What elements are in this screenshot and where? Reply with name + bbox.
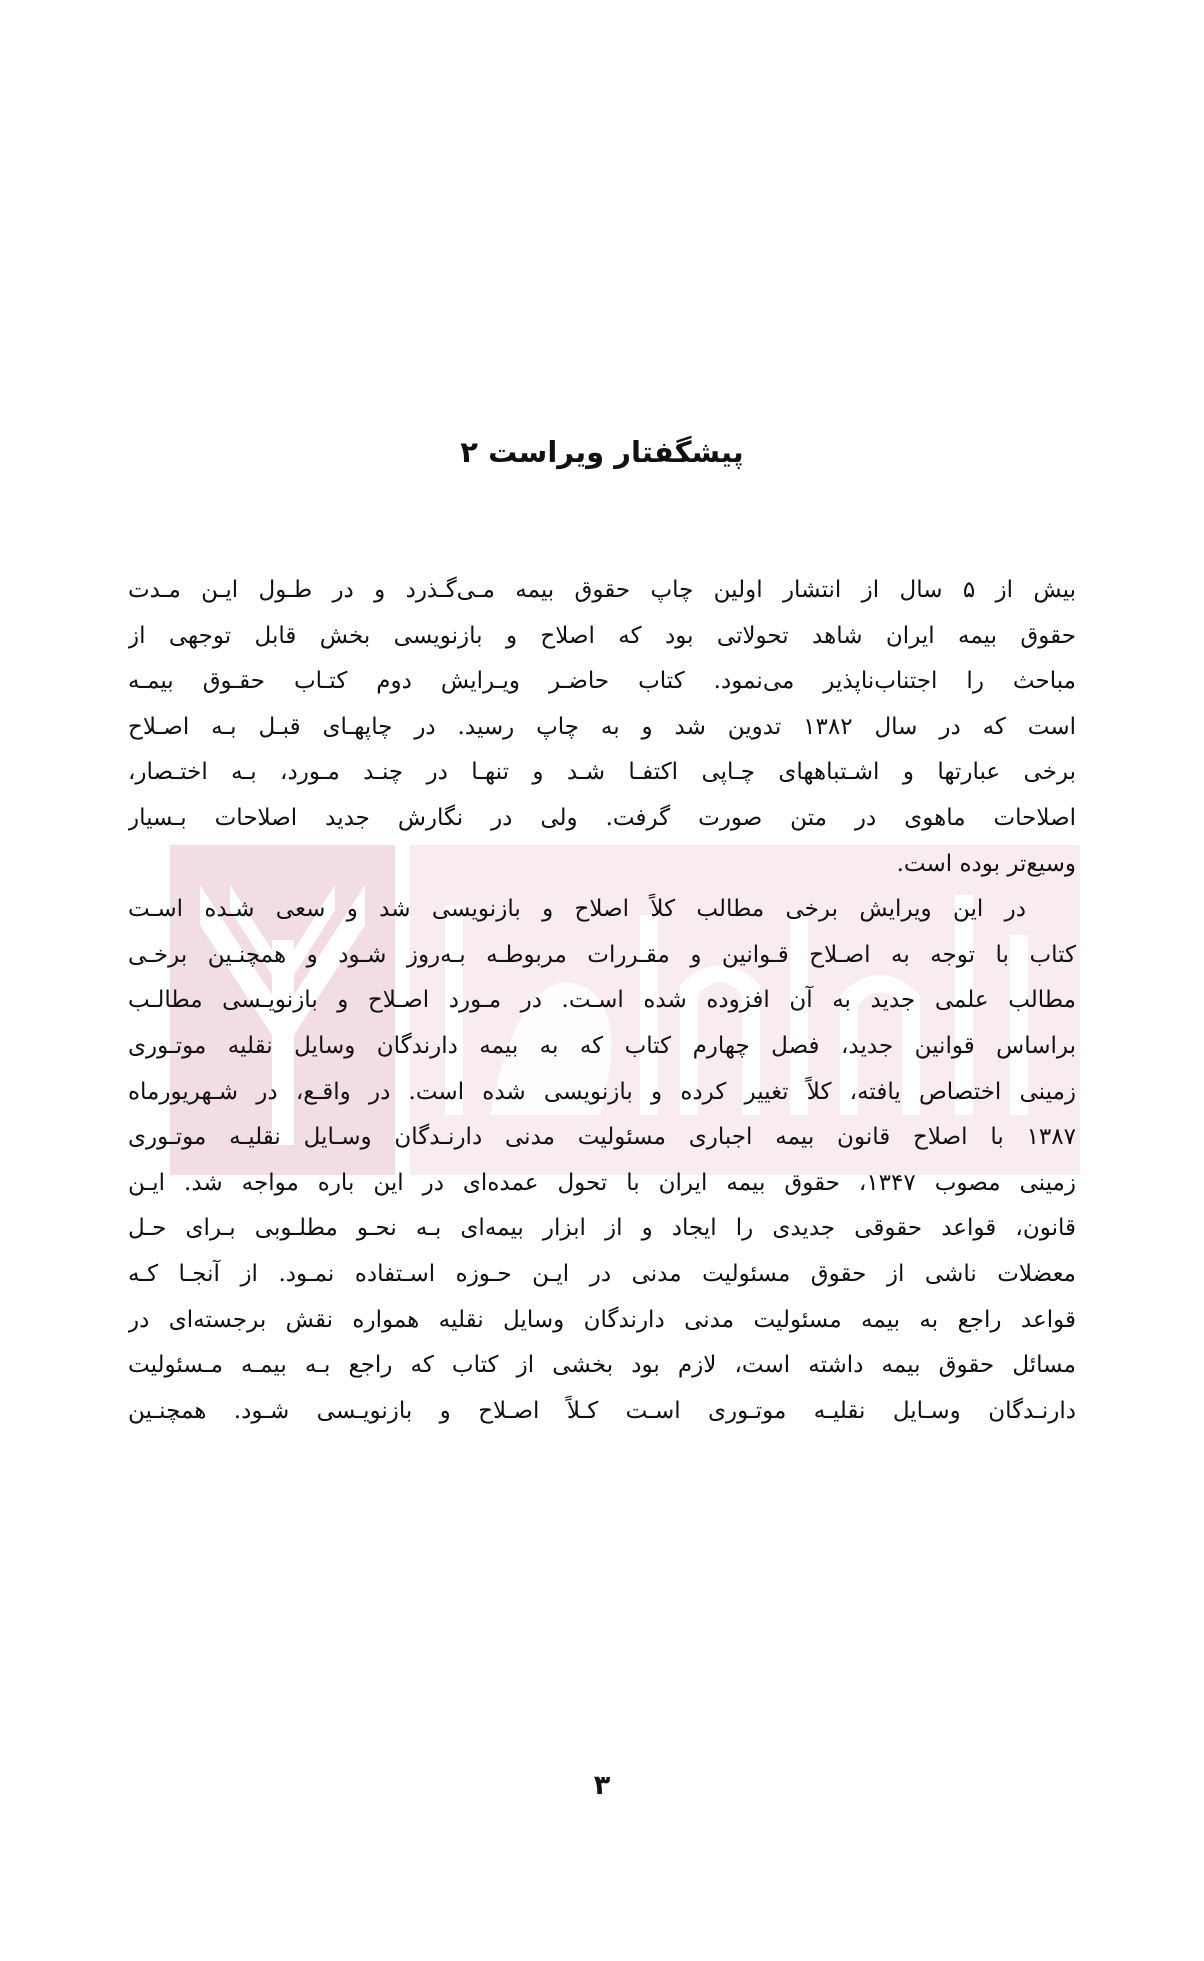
text-line: کتاب با توجه به اصـلاح قـوانین و مقـررات مربوطـه بـه‌روز شـود و همچنـین برخـی xyxy=(128,941,1076,968)
text-line: زمینی مصوب ۱۳۴۷، حقوق بیمه ایران با تحول عمده‌ای در این باره مواجه شد. ایـن xyxy=(128,1169,1076,1196)
text-line: است که در سال ۱۳۸۲ تدوین شد و به چاپ رسید. در چاپهـای قبـل بـه اصـلاح xyxy=(128,713,1076,740)
page-number: ۳ xyxy=(593,1770,611,1801)
text-line: مباحث را اجتناب‌ناپذیر می‌نمود. کتاب حاضـر ویـرایش دوم کتـاب حقـوق بیمـه xyxy=(128,668,1076,695)
text-line: براساس قوانین جدید، فصل چهارم کتاب که به بیمه دارندگان وسایل نقلیه موتـوری xyxy=(128,1032,1076,1059)
text-line: مطالب علمی جدید به آن افزوده شده اسـت. در مـورد اصـلاح و بازنویـسی مطالـب xyxy=(128,987,1076,1014)
text-line: قانون، قواعد حقوقی جدیدی را ایجاد و از ابزار بیمه‌ای بـه نحـو مطلـوبی بـرای حـل xyxy=(128,1215,1076,1242)
page-title: پیشگفتار ویراست ۲ xyxy=(460,435,744,469)
body-text xyxy=(128,568,1076,1434)
text-line: معضلات ناشی از حقوق مسئولیت مدنی در ایـن حـوزه اسـتفاده نمـود. از آنجـا کـه xyxy=(128,1260,1076,1287)
text-line: بیش از ۵ سال از انتشار اولین چاپ حقوق بیمه مـی‌گـذرد و در طـول ایـن مـدت xyxy=(128,577,1076,603)
text-line: ۱۳۸۷ با اصلاح قانون بیمه اجباری مسئولیت مدنی دارنـدگان وسـایل نقلیـه موتـوری xyxy=(128,1124,1076,1151)
text-line: اصلاحات ماهوی در متن صورت گرفت. ولی در نگارش جدید اصلاحات بـسیار xyxy=(128,804,1076,831)
text-line: زمینی اختصاص یافته، کلاً تغییر کرده و بازنویسی شده است. در واقـع، در شـهریورماه xyxy=(128,1078,1076,1105)
text-line: وسیع‌تر بوده است. xyxy=(896,850,1076,877)
text-line: مسائل حقوق بیمه داشته است، لازم بود بخشی از کتاب که راجع بـه بیمـه مـسئولیت xyxy=(128,1352,1076,1379)
text-line: حقوق بیمه ایران شاهد تحولاتی بود که اصلاح و بازنویسی بخش قابل توجهی از xyxy=(128,622,1076,649)
text-line: برخی عبارتها و اشـتباههای چـاپی اکتفـا شـد و تنهـا در چنـد مـورد، بـه اختـصار، xyxy=(128,759,1076,786)
text-line: قواعد راجع به بیمه مسئولیت مدنی دارندگان وسایل نقلیه همواره نقش برجسته‌ای در xyxy=(128,1306,1076,1333)
text-line: دارنـدگان وسـایل نقلیـه موتـوری اسـت کـلاً اصـلاح و بازنویـسی شـود. همچنـین xyxy=(128,1397,1076,1424)
text-line: در این ویرایش برخی مطالب کلاً اصلاح و بازنویسی شد و سعی شـده اسـت xyxy=(128,896,1026,923)
